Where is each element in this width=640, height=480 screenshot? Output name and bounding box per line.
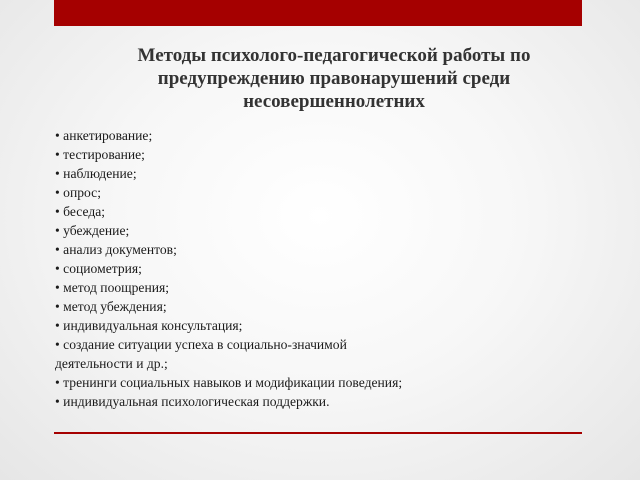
list-item: • тренинги социальных навыков и модификации поведения; [55, 373, 575, 392]
bottom-divider [54, 432, 582, 434]
list-item: • беседа; [55, 202, 575, 221]
list-item: • анкетирование; [55, 126, 575, 145]
list-item: • создание ситуации успеха в социально-значимой деятельности и др.; [55, 335, 575, 373]
list-item: • анализ документов; [55, 240, 575, 259]
methods-list [55, 126, 575, 411]
list-item: • убеждение; [55, 221, 575, 240]
list-item: • тестирование; [55, 145, 575, 164]
list-item: • метод убеждения; [55, 297, 575, 316]
top-accent-bar [54, 0, 582, 26]
list-item: • социометрия; [55, 259, 575, 278]
slide-title: Методы психолого-педагогической работы по предупреждению правонарушений среди несовершеннолетних [137, 45, 531, 112]
list-item: • индивидуальная психологическая поддержки. [55, 392, 575, 411]
list-item: • индивидуальная консультация; [55, 316, 575, 335]
list-item: • метод поощрения; [55, 278, 575, 297]
list-item: • опрос; [55, 183, 575, 202]
list-item: • наблюдение; [55, 164, 575, 183]
